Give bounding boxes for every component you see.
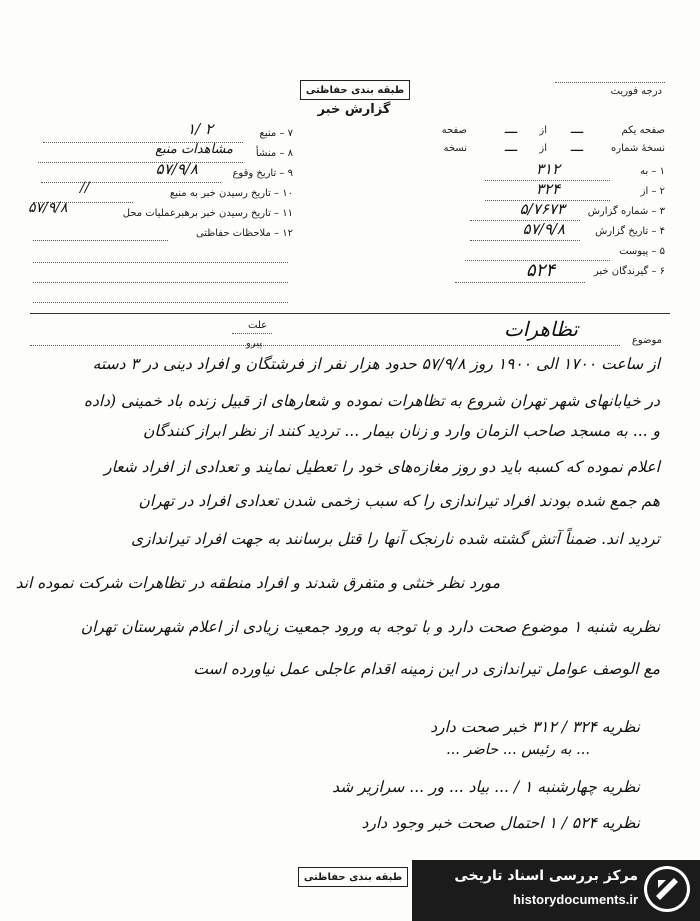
- copy-total: ـــ: [504, 139, 517, 155]
- subject-value: تظاهرات: [503, 317, 578, 341]
- copy-unit: نسخه: [443, 143, 467, 154]
- right-items: [420, 160, 665, 290]
- subject-line: [30, 345, 620, 346]
- archive-logo-icon: [644, 866, 690, 912]
- body-line: در خیابانهای شهر تهران شروع به تظاهرات نموده و شعارهای از قبیل زنده باد خمینی (داده: [83, 392, 660, 410]
- item-1-value: ۳۱۲: [535, 160, 560, 178]
- side-note-reason: علت: [248, 320, 268, 331]
- signoff-line: ... به رئیس ... حاضر ...: [446, 742, 590, 758]
- item-12-line: [33, 240, 168, 241]
- item-10-label: ۱۰ – تاریخ رسیدن خبر به منبع: [169, 188, 293, 199]
- body-line: اعلام نموده که کسبه باید دو روز مغازه‌های خود را تعطیل نمایند و تعدادی از افراد شعار: [104, 458, 660, 476]
- item-6-label: ۶ – گیرندگان خبر: [593, 266, 665, 277]
- item-7-label: ۷ – منبع: [259, 128, 293, 139]
- body-line: از ساعت ۱۷۰۰ الی ۱۹۰۰ روز ۵۷/۹/۸ حدود هزار نفر از فرشتگان و افراد دینی در ۳ دسته: [92, 355, 660, 373]
- item-4-line: [470, 240, 580, 241]
- signoff-line: نظریه ۵۲۴ / ۱ احتمال صحت خبر وجود دارد: [361, 814, 640, 832]
- watermark-banner: [412, 860, 700, 921]
- item-11-label: ۱۱ – تاریخ رسیدن خبر برهبرعملیات محل: [122, 208, 293, 219]
- item-5-label: ۵ – پیوست: [619, 246, 665, 257]
- item-12-label: ۱۲ – ملاحظات حفاظتی: [195, 228, 293, 239]
- subject-label: موضوع: [631, 335, 662, 346]
- notes-line-2: [33, 282, 288, 283]
- body-line: مورد نظر خنثی و متفرق شدند و افراد منطقه در تظاهرات شرکت نموده اند: [15, 574, 500, 592]
- opinion-line: نظریه شنبه ۱ موضوع صحت دارد و با توجه به ورود جمعیت زیادی از اعلام شهرستان تهران: [80, 618, 660, 636]
- page-value: ـــ: [570, 121, 583, 137]
- left-fields: [28, 120, 293, 300]
- classification-label: طبقه بندی حفاظتی: [303, 872, 403, 883]
- watermark-title: مرکز بررسی اسناد تاریخی: [454, 868, 638, 884]
- item-9-value: ۵۷/۹/۸: [155, 160, 198, 178]
- copy-of: از: [539, 143, 547, 154]
- page-of: از: [539, 125, 547, 136]
- item-2-value: ۳۲۴: [535, 180, 560, 198]
- header-divider: [30, 313, 670, 314]
- notes-line-1: [33, 262, 288, 263]
- item-6-value: ۵۲۴: [525, 260, 555, 281]
- priority-line: [555, 82, 665, 83]
- classification-box-bottom: [298, 867, 408, 887]
- item-9-line: [41, 182, 221, 183]
- signoff-line: نظریه چهارشنبه ۱ / ... بیاد ... ور ... سرازیر شد: [332, 778, 640, 796]
- item-8-value: مشاهدات منبع: [155, 142, 233, 157]
- body-line: و ... به مسجد صاحب الزمان وارد و زنان بیمار ... تردید کنند از نظر ابراز کنندگان: [143, 422, 660, 440]
- notes-line-3: [33, 302, 288, 303]
- opinion-line: مع الوصف عوامل تیراندازی در این زمینه اقدام عاجلی عمل نیاورده است: [193, 660, 660, 678]
- item-4-label: ۴ – تاریخ گزارش: [595, 226, 665, 237]
- side-note-line: [232, 333, 272, 334]
- page-unit: صفحه: [441, 125, 467, 136]
- item-4-value: ۵۷/۹/۸: [522, 220, 565, 238]
- item-3-label: ۳ – شماره گزارش: [587, 206, 665, 217]
- report-title: گزارش خبر: [317, 102, 391, 117]
- page-total: ـــ: [504, 121, 517, 137]
- item-11-value: ۵۷/۹/۸: [28, 200, 68, 216]
- side-note-following: پیرو: [246, 338, 263, 349]
- copy-value: ـــ: [570, 139, 583, 155]
- classification-label: طبقه بندی حفاظتی: [305, 85, 405, 96]
- item-8-label: ۸ – منشأ: [255, 148, 293, 159]
- signoff-line: نظریه ۳۲۴ / ۳۱۲ خبر صحت دارد: [430, 718, 640, 736]
- body-line: هم جمع شده بودند افراد تیراندازی را که سبب زخمی شدن تعدادی افراد در تهران: [138, 492, 660, 510]
- item-6-line: [455, 282, 585, 283]
- page-label: صفحه یکم: [621, 125, 665, 136]
- item-10-value: //: [80, 180, 90, 196]
- item-1-label: ۱ – به: [640, 166, 665, 177]
- priority-label: درجه فوریت: [610, 86, 662, 97]
- item-3-value: ۵/۷۶۷۳: [519, 200, 565, 218]
- item-8-line: [38, 162, 243, 163]
- item-2-label: ۲ – از: [640, 186, 665, 197]
- classification-box-top: [300, 80, 410, 100]
- item-7-value: ۱/ ۲: [187, 120, 213, 138]
- copy-label: نسخهٔ شماره: [611, 143, 665, 154]
- watermark-url[interactable]: historydocuments.ir: [513, 892, 638, 907]
- item-9-label: ۹ – تاریخ وقوع: [232, 168, 293, 179]
- body-line: تردید اند. ضمناً آتش گشته شده نارنجک آنها را قتل برسانند به جهت افراد تیراندازی: [130, 530, 660, 548]
